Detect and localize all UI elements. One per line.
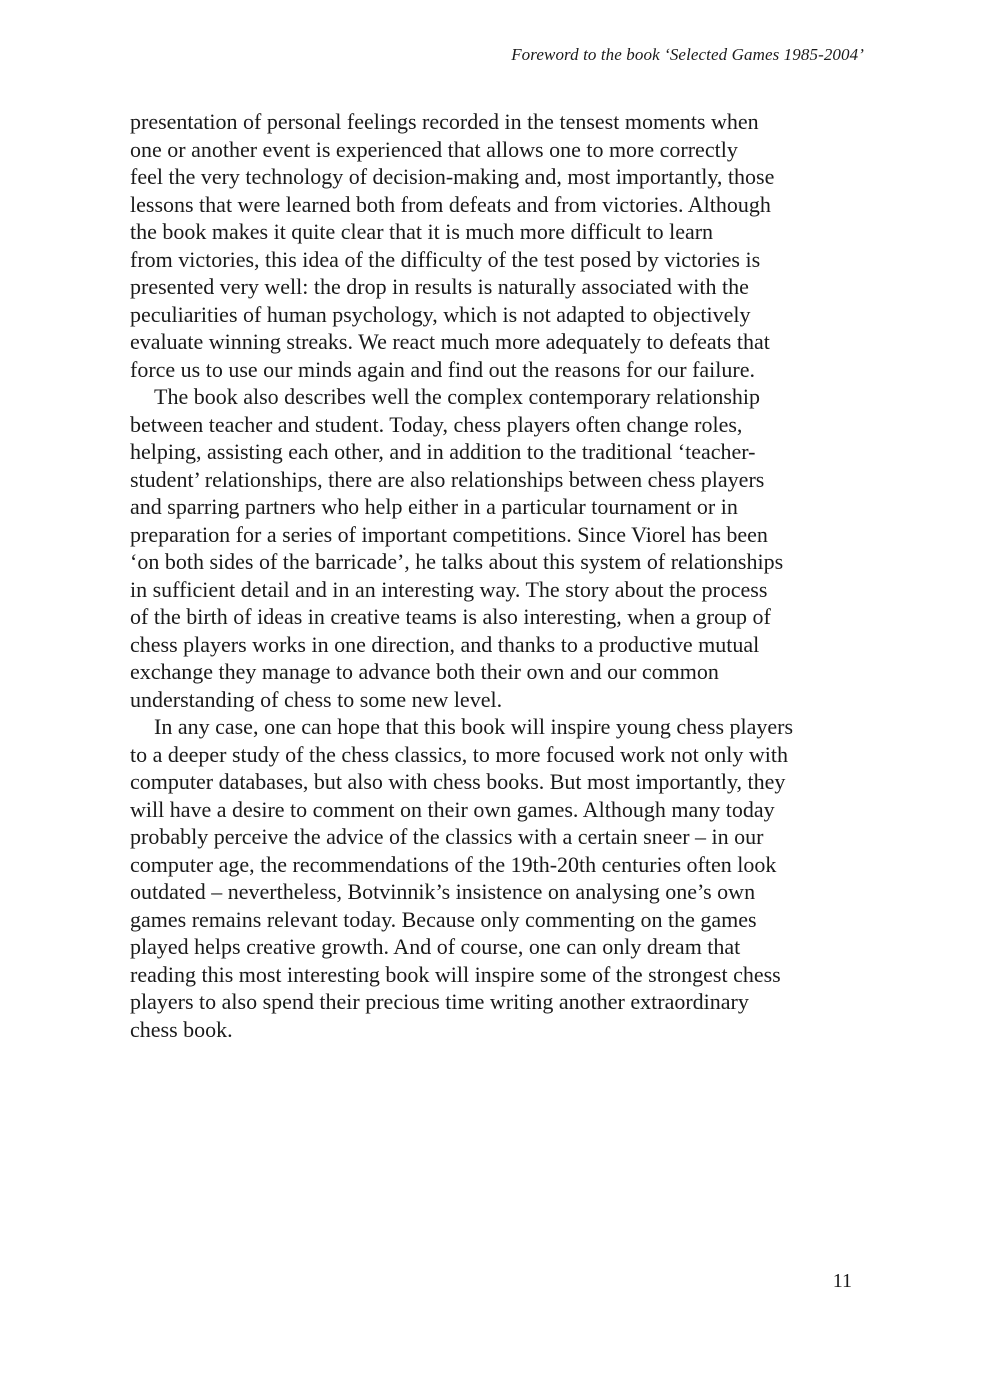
text-line: helping, assisting each other, and in addition to the traditional ‘teacher- <box>130 439 756 464</box>
text-line: lessons that were learned both from defeats and from victories. Although <box>130 191 771 217</box>
text-line: peculiarities of human psychology, which is not adapted to objectively <box>130 301 751 327</box>
text-line: outdated – nevertheless, Botvinnik’s insistence on analysing one’s own <box>130 879 756 904</box>
paragraph-1 <box>130 108 870 383</box>
text-line: to a deeper study of the chess classics, to more focused work not only with <box>130 741 789 767</box>
text-line: The book also describes well the complex contemporary relationship <box>154 384 761 409</box>
running-head: Foreword to the book ‘Selected Games 1985-2004’ <box>511 45 864 64</box>
text-line: ‘on both sides of the barricade’, he talks about this system of relationships <box>130 549 784 574</box>
text-line: feel the very technology of decision-making and, most importantly, those <box>130 164 775 189</box>
text-line: preparation for a series of important competitions. Since Viorel has been <box>130 521 768 547</box>
text-line: exchange they manage to advance both their own and our common <box>130 659 719 684</box>
text-line: probably perceive the advice of the classics with a certain sneer – in our <box>130 824 764 849</box>
text-line: understanding of chess to some new level. <box>130 686 503 712</box>
text-line: between teacher and student. Today, chess players often change roles, <box>130 411 743 437</box>
text-line: played helps creative growth. And of course, one can only dream that <box>130 934 741 959</box>
text-line: chess book. <box>130 1016 233 1042</box>
text-line: will have a desire to comment on their own games. Although many today <box>130 796 775 822</box>
text-line: and sparring partners who help either in a particular tournament or in <box>130 494 738 519</box>
paragraph-3 <box>130 713 870 1043</box>
text-line: games remains relevant today. Because only commenting on the games <box>130 906 757 932</box>
text-line: the book makes it quite clear that it is much more difficult to learn <box>130 219 714 244</box>
text-line: presented very well: the drop in results is naturally associated with the <box>130 274 749 299</box>
text-line: evaluate winning streaks. We react much more adequately to defeats that <box>130 329 770 354</box>
text-line: of the birth of ideas in creative teams is also interesting, when a group of <box>130 604 771 629</box>
text-line: computer age, the recommendations of the 19th-20th centuries often look <box>130 851 777 877</box>
text-line: computer databases, but also with chess books. But most importantly, they <box>130 769 786 794</box>
text-line: force us to use our minds again and find out the reasons for our failure. <box>130 356 755 382</box>
text-line: players to also spend their precious time writing another extraordinary <box>130 989 749 1014</box>
text-line: chess players works in one direction, and thanks to a productive mutual <box>130 631 760 657</box>
text-line: In any case, one can hope that this book will inspire young chess players <box>154 714 794 739</box>
body-text <box>130 108 870 1043</box>
paragraph-2 <box>130 383 870 713</box>
page-number: 11 <box>832 1270 852 1292</box>
text-line: presentation of personal feelings recorded in the tensest moments when <box>130 109 759 134</box>
text-line: one or another event is experienced that allows one to more correctly <box>130 136 738 162</box>
text-line: student’ relationships, there are also relationships between chess players <box>130 466 765 492</box>
text-line: from victories, this idea of the difficulty of the test posed by victories is <box>130 246 761 272</box>
text-line: reading this most interesting book will inspire some of the strongest chess <box>130 961 781 987</box>
text-line: in sufficient detail and in an interesting way. The story about the process <box>130 576 768 602</box>
